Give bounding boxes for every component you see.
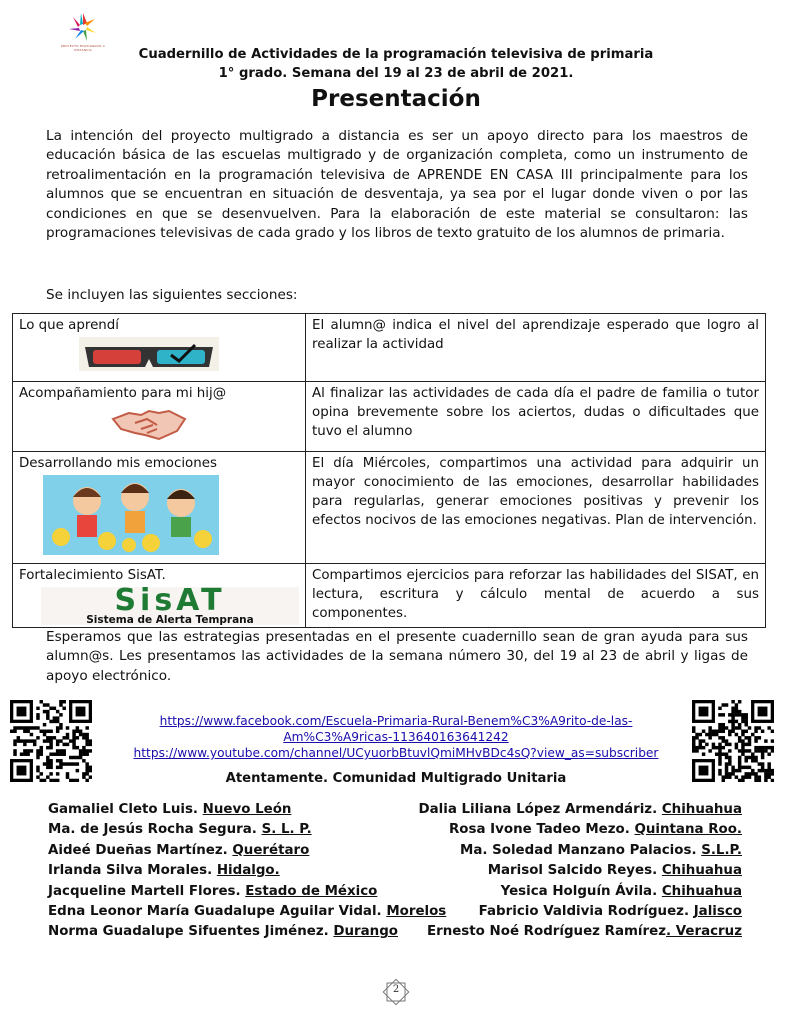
signoff: Atentamente. Comunidad Multigrado Unitaria [225,771,567,786]
section-name-cell [13,564,306,628]
table-row [13,564,766,628]
author-entry [392,902,742,922]
author-entry [392,922,742,942]
section-description: Compartimos ejercicios para reforzar las habilidades del SISAT, en lectura, escritura y cálculo mental de acuerdo a sus componentes. [306,564,766,628]
authors-left [48,800,446,943]
author-name: Ernesto Noé Rodríguez Ramírez [426,924,667,940]
youtube-link[interactable]: https://www.youtube.com/channel/UCyuorbBtuvlQmiMHvBDc4sQ?view_as=subscriber [133,746,659,760]
section-description: Al finalizar las actividades de cada día el padre de familia o tutor opina brevemente sobre los aciertos, dudas o dificultades que tuvo el alumno [306,382,766,452]
author-name: Edna Leonor María Guadalupe Aguilar Vidal. [48,904,387,920]
support-links [100,713,692,761]
author-state: Jalisco [693,904,742,920]
qr-code-facebook[interactable] [10,700,92,782]
table-row [13,452,766,564]
author-entry [48,820,446,840]
author-state: . Veracruz [666,924,742,940]
sisat-logo-big: SisAT [114,583,226,618]
author-entry [392,800,742,820]
sections-table [12,313,766,628]
author-name: Norma Guadalupe Sifuentes Jiménez. [48,924,334,940]
author-state: Quintana Roo. [634,822,742,838]
author-state: Chihuahua [661,802,742,817]
author-name: Rosa Ivone Tadeo Mezo. [448,822,635,838]
sisat-logo [19,583,299,626]
section-name-cell [13,382,306,452]
section-name: Desarrollando mis emociones [19,456,217,471]
author-entry [48,882,446,902]
sisat-logo-small: Sistema de Alerta Temprana [86,614,254,626]
logo-text: PROYECTO MULTIGRADO A DISTANCIA [60,44,106,52]
author-state: Estado de México [245,883,378,899]
header-line-1: Cuadernillo de Actividades de la programación televisiva de primaria [138,47,654,62]
project-logo [52,10,114,52]
author-entry [48,922,446,942]
author-state: Morelos [386,904,447,920]
table-row [13,314,766,382]
author-state: S.L.P. [701,842,742,858]
header-line-2: 1° grado. Semana del 19 al 23 de abril de 2021. [218,66,574,81]
author-entry [392,861,742,881]
author-entry [392,820,742,840]
author-entry [48,902,446,922]
author-state: Durango [333,924,398,940]
qr-code-youtube[interactable] [692,700,774,782]
author-state: Querétaro [232,842,310,858]
author-name: Aideé Dueñas Martínez. [48,842,233,858]
table-row [13,382,766,452]
section-name-cell [13,452,306,564]
page-title: Presentación [311,86,481,112]
author-entry [392,882,742,902]
section-description: El día Miércoles, compartimos una actividad para adquirir un mayor conocimiento de las emociones, desarrollar habilidades para regularlas, generar emociones positivas y prevenir los efectos nocivos de las emociones negativas. Plan de intervención. [306,452,766,564]
author-name: Marisol Salcido Reyes. [487,863,662,879]
author-name: Ma. de Jesús Rocha Segura. [48,822,262,838]
facebook-link[interactable]: https://www.facebook.com/Escuela-Primaria-Rural-Benem%C3%A9rito-de-las- [159,714,633,728]
section-name: Fortalecimiento SisAT. [19,568,166,583]
author-name: Gamaliel Cleto Luis. [48,802,203,817]
page-number-ornament [380,976,412,1008]
author-state: Nuevo León [202,802,292,817]
author-name: Ma. Soledad Manzano Palacios. [460,842,702,858]
handshake-icon [19,405,299,449]
section-name-cell [13,314,306,382]
section-name: Lo que aprendí [19,318,120,333]
page-number: 2 [392,984,400,995]
3d-glasses-icon [19,337,299,377]
author-name: Dalia Liliana López Armendáriz. [418,802,662,817]
author-entry [48,841,446,861]
author-name: Yesica Holguín Ávila. [500,883,662,899]
sections-intro: Se incluyen las siguientes secciones: [46,287,298,303]
facebook-link-continued[interactable]: Am%C3%A9ricas-113640163641242 [283,730,509,744]
author-entry [48,861,446,881]
intro-paragraph: La intención del proyecto multigrado a distancia es ser un apoyo directo para los maestros de educación básica de las escuelas multigrado y de organización completa, como un instrumento de retroalimentación en la programación televisiva de APRENDE EN CASA III principalmente para los alumnos que se encuentran en situación de desventaja, ya sea por el lugar donde viven o por las condiciones en que se desenvuelven. Para la elaboración de este material se consultaron: las programaciones televisivas de cada grado y los libros de texto gratuito de los alumnos de primaria. [46,128,748,242]
author-state: S. L. P. [261,822,312,838]
author-state: Chihuahua [661,883,742,899]
author-name: Irlanda Silva Morales. [48,863,217,879]
author-state: Hidalgo. [216,863,280,879]
author-name: Fabricio Valdivia Rodríguez. [478,904,694,920]
author-entry [392,841,742,861]
children-emoji-icon [19,475,299,561]
author-state: Chihuahua [661,863,742,879]
author-name: Jacqueline Martell Flores. [48,883,246,899]
author-entry [48,800,446,820]
authors-right [392,800,742,943]
closing-paragraph: Esperamos que las estrategias presentadas en el presente cuadernillo sean de gran ayuda para sus alumn@s. Les presentamos las actividades de la semana número 30, del 19 al 23 de abril y ligas de apoyo electrónico. [46,629,748,684]
section-name: Acompañamiento para mi hij@ [19,386,227,401]
section-description: El alumn@ indica el nivel del aprendizaje esperado que logro al realizar la actividad [306,314,766,382]
